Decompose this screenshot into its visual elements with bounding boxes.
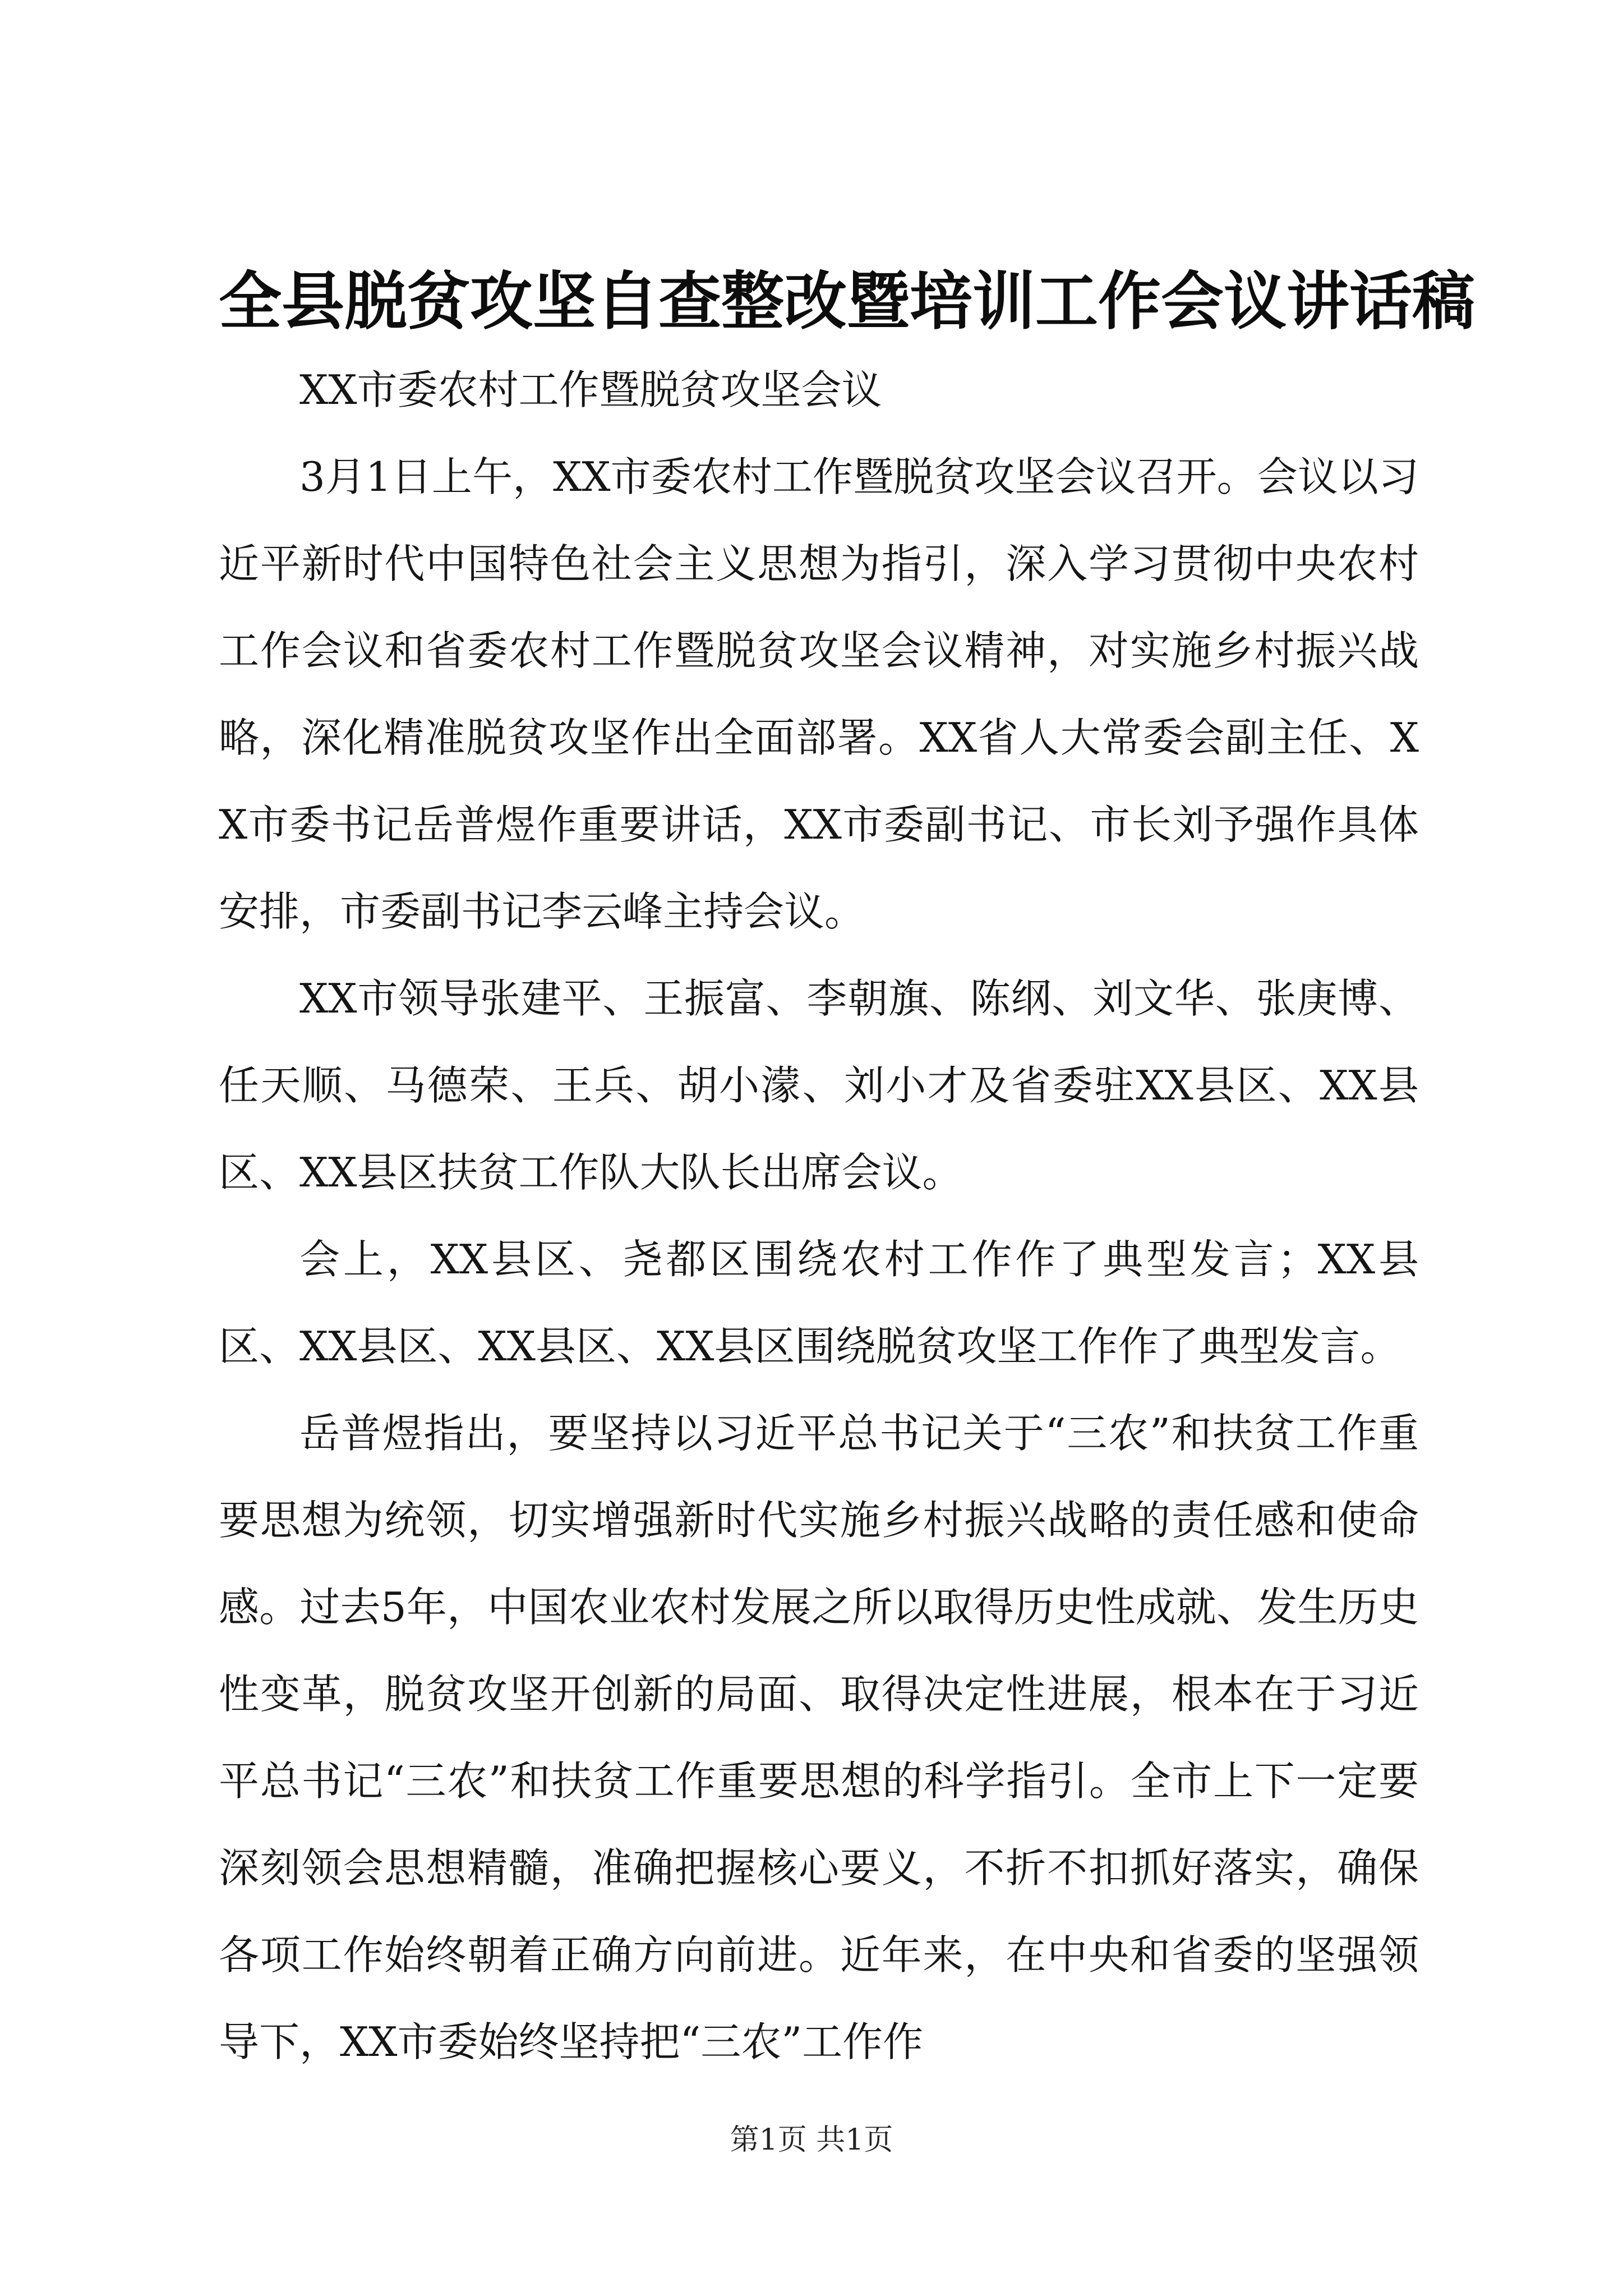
paragraph-meeting-name: XX市委农村工作暨脱贫攻坚会议 <box>299 366 882 413</box>
paragraph-speeches: 会上，XX县区、尧都区围绕农村工作作了典型发言；XX县区、XX县区、XX县区、XX县区围绕脱贫攻坚工作作了典型发言。 <box>219 1236 1419 1370</box>
paragraph-attendees: XX市领导张建平、王振富、李朝旗、陈纲、刘文华、张庚博、任天顺、马德荣、王兵、胡小濛、刘小才及省委驻XX县区、XX县区、XX县区扶贫工作队大队长出席会议。 <box>219 975 1419 1196</box>
document-title: 全县脱贫攻坚自查整改暨培训工作会议讲话稿 <box>219 265 1475 338</box>
paragraph-meeting-summary: 3月1日上午，XX市委农村工作暨脱贫攻坚会议召开。会议以习近平新时代中国特色社会主义思想为指引，深入学习贯彻中央农村工作会议和省委农村工作暨脱贫攻坚会议精神，对实施乡村振兴战略，深化精准脱贫攻坚作出全面部署。XX省人大常委会副主任、XX市委书记岳普煜作重要讲话，XX市委副书记、市长刘予强作具体安排，市委副书记李云峰主持会议。 <box>219 453 1419 935</box>
page-footer: 第1页 共1页 <box>730 2123 893 2157</box>
paragraph-main-remarks: 岳普煜指出，要坚持以习近平总书记关于“三农”和扶贫工作重要思想为统领，切实增强新时代实施乡村振兴战略的责任感和使命感。过去5年，中国农业农村发展之所以取得历史性成就、发生历史性变革，脱贫攻坚开创新的局面、取得决定性进展，根本在于习近平总书记“三农”和扶贫工作重要思想的科学指引。全市上下一定要深刻领会思想精髓，准确把握核心要义，不折不扣抓好落实，确保各项工作始终朝着正确方向前进。近年来，在中央和省委的坚强领导下，XX市委始终坚持把“三农”工作作 <box>219 1410 1419 2065</box>
document-body <box>219 347 1419 2086</box>
